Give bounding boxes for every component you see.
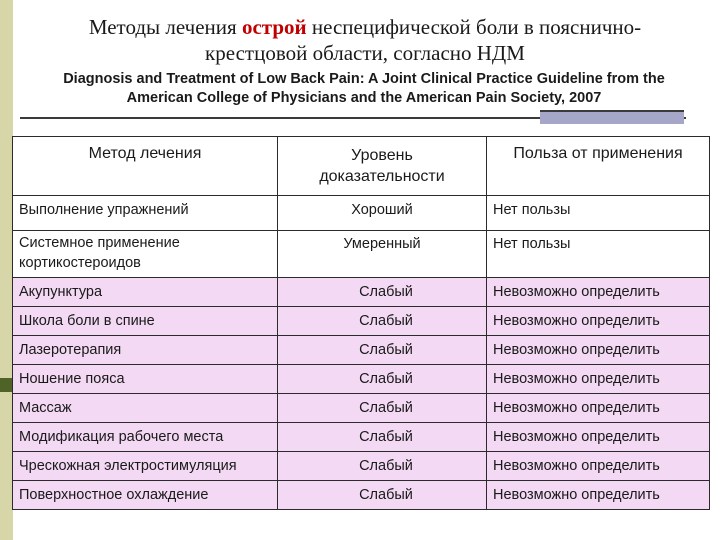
cell-method: Поверхностное охлаждение: [13, 481, 278, 510]
cell-method: Ношение пояса: [13, 365, 278, 394]
subtitle-line-2: American College of Physicians and the American Pain Society, 2007: [126, 90, 602, 106]
table-row: [13, 394, 710, 423]
cell-benefit: Невозможно определить: [487, 481, 710, 510]
cell-evidence: Слабый: [278, 365, 487, 394]
header-evidence: [278, 137, 487, 196]
cell-benefit: Невозможно определить: [487, 336, 710, 365]
cell-evidence: Слабый: [278, 423, 487, 452]
cell-method: Школа боли в спине: [13, 307, 278, 336]
cell-evidence: Слабый: [278, 481, 487, 510]
cell-method-line-2: кортикостероидов: [19, 255, 141, 271]
cell-benefit: Невозможно определить: [487, 278, 710, 307]
cell-method: Чрескожная электростимуляция: [13, 452, 278, 481]
table-row: [13, 423, 710, 452]
cell-benefit: Невозможно определить: [487, 307, 710, 336]
cell-method: Массаж: [13, 394, 278, 423]
cell-evidence: Слабый: [278, 394, 487, 423]
table-row: [13, 196, 710, 231]
cell-benefit: Невозможно определить: [487, 423, 710, 452]
cell-method: Лазеротерапия: [13, 336, 278, 365]
cell-benefit: Невозможно определить: [487, 452, 710, 481]
treatment-table: [12, 136, 710, 510]
table-row: [13, 336, 710, 365]
cell-evidence: Слабый: [278, 307, 487, 336]
cell-method: Выполнение упражнений: [13, 196, 278, 231]
cell-method: Акупунктура: [13, 278, 278, 307]
table-row: [13, 365, 710, 394]
table-row: [13, 452, 710, 481]
cell-benefit: Нет пользы: [487, 231, 710, 278]
title-line-1: [20, 14, 710, 40]
cell-benefit: Невозможно определить: [487, 365, 710, 394]
title-highlight: острой: [241, 15, 307, 39]
cell-evidence: Слабый: [278, 278, 487, 307]
table-row: [13, 481, 710, 510]
table-row: [13, 278, 710, 307]
table-row: [13, 307, 710, 336]
header-evidence-line-1: Уровень: [351, 147, 413, 164]
header-method: Метод лечения: [13, 137, 278, 196]
divider-accent-edge: [540, 110, 684, 112]
slide-title: [20, 14, 710, 66]
slide-subtitle: [18, 70, 710, 108]
table-header-row: [13, 137, 710, 196]
title-part-1: Методы лечения: [88, 15, 242, 39]
cell-method: Модификация рабочего места: [13, 423, 278, 452]
cell-evidence: Хороший: [278, 196, 487, 231]
cell-benefit: Невозможно определить: [487, 394, 710, 423]
subtitle-line-1: Diagnosis and Treatment of Low Back Pain: A Joint Clinical Practice Guideline from the: [63, 71, 665, 87]
cell-evidence: Слабый: [278, 452, 487, 481]
header-benefit: Польза от применения: [487, 137, 710, 196]
cell-evidence: Слабый: [278, 336, 487, 365]
title-part-2: неспецифической боли в пояснично-: [306, 15, 642, 39]
cell-method: [13, 231, 278, 278]
title-line-2: крестцовой области, согласно НДМ: [205, 41, 525, 65]
divider-accent-box: [540, 110, 684, 124]
cell-evidence: Умеренный: [278, 231, 487, 278]
table-row: [13, 231, 710, 278]
cell-benefit: Нет пользы: [487, 196, 710, 231]
cell-method-line-1: Системное применение: [19, 235, 180, 251]
header-evidence-line-2: доказательности: [319, 168, 445, 185]
